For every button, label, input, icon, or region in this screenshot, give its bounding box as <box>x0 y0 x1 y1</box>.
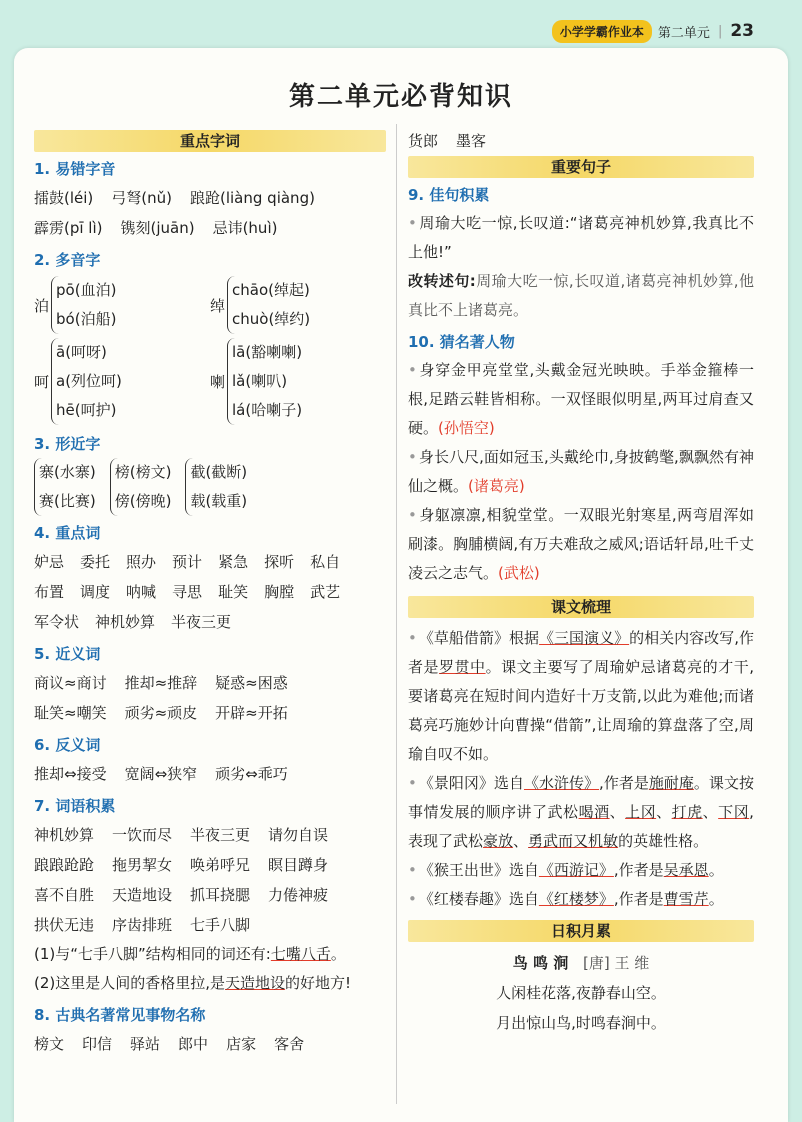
section-bar-text-summary: 课文梳理 <box>408 596 754 618</box>
synonym-row <box>34 698 386 728</box>
character-answer: (孙悟空) <box>438 419 495 437</box>
polyphone-reading: pō(血泊) <box>56 281 117 299</box>
word: 照办 <box>126 553 157 571</box>
synonym-pair: 商议≈商讨 <box>34 674 107 692</box>
section-bar-sentences: 重要句子 <box>408 156 754 178</box>
phrase-row <box>34 820 386 850</box>
classic-names-continued <box>408 130 754 152</box>
phrase: 抓耳挠腮 <box>190 886 251 904</box>
polyphone-brace <box>227 338 302 425</box>
classic-names-row <box>34 1029 386 1059</box>
similar-group <box>185 458 247 516</box>
polyphone-reading: lá(哈喇子) <box>232 401 303 419</box>
heading-synonyms: 5. 近义词 <box>34 645 101 663</box>
antonym-pair: 宽阔⇔狭窄 <box>124 765 198 783</box>
heading-classic-names: 8. 古典名著常见事物名称 <box>34 1006 206 1024</box>
word: 胸膛 <box>264 583 295 601</box>
polyphone-pair <box>34 274 386 336</box>
poem-title-line <box>408 948 754 978</box>
word: 印信 <box>82 1035 113 1053</box>
sentence-rewrite <box>408 267 754 325</box>
similar-item: 载(载重) <box>190 492 248 510</box>
word: 郎中 <box>178 1035 209 1053</box>
poem-title: 鸟 鸣 涧 <box>512 954 569 972</box>
poem-line: 人闲桂花落,夜静春山空。 <box>496 984 666 1002</box>
phrase: 神机妙算 <box>34 826 95 844</box>
polyphone-char: 绰 <box>210 296 226 315</box>
polyphone-group <box>210 338 386 425</box>
pron-row <box>34 213 386 243</box>
phrase: 请勿自误 <box>268 826 329 844</box>
polyphone-reading: ā(呵呀) <box>56 343 107 361</box>
header-separator: | <box>717 23 723 39</box>
pron-row <box>34 183 386 213</box>
word: 耻笑 <box>218 583 249 601</box>
polyphone-reading: lǎ(喇叭) <box>232 372 288 390</box>
synonym-pair: 推却≈推辞 <box>124 674 198 692</box>
heading-pronunciation: 1. 易错字音 <box>34 160 116 178</box>
phrase: 拖男挈女 <box>112 856 173 874</box>
similar-item: 赛(比赛) <box>39 492 96 510</box>
phrase-row <box>34 850 386 880</box>
heading-phrases: 7. 词语积累 <box>34 797 116 815</box>
rewrite-label: 改转述句: <box>408 272 476 290</box>
phrase: 七手八脚 <box>190 916 251 934</box>
character-answer: (武松) <box>498 564 540 582</box>
polyphone-pair <box>34 336 386 427</box>
phrase: 喜不自胜 <box>34 886 95 904</box>
polyphone-char: 泊 <box>34 296 50 315</box>
section-bar-daily-accumulation: 日积月累 <box>408 920 754 942</box>
word: 委托 <box>80 553 111 571</box>
heading-polyphones: 2. 多音字 <box>34 251 101 269</box>
word: 预计 <box>172 553 203 571</box>
polyphone-char: 喇 <box>210 373 226 391</box>
character-item: • 身长八尺,面如冠玉,头戴纶巾,身披鹤氅,飘飘然有神仙之概。(诸葛亮) <box>408 448 754 495</box>
pron-item: 擂鼓(léi) <box>34 189 94 207</box>
exercise-2: (2)这里是人间的香格里拉,是天造地设的好地方! <box>34 974 352 992</box>
summary-paragraph: • 《草船借箭》根据《三国演义》的相关内容改写,作者是罗贯中。课文主要写了周瑜妒忌诸葛亮的才干,要诸葛亮在短时间内造好十万支箭,以此为难他;而诸葛亮巧施妙计向曹操“借箭”,让周瑜的算盘落了空,周瑜自叹不如。 <box>408 629 754 763</box>
column-divider <box>396 124 397 1104</box>
similar-item: 截(截断) <box>190 463 248 481</box>
word: 呐喊 <box>126 583 157 601</box>
page-number: 23 <box>730 21 754 41</box>
similar-group <box>34 458 96 516</box>
page-title: 第二单元必背知识 <box>288 82 513 112</box>
phrase: 瞑目蹲身 <box>268 856 329 874</box>
character-item: • 身穿金甲亮堂堂,头戴金冠光映映。手举金箍棒一根,足踏云鞋皆相称。一双怪眼似明星,两耳过肩查又硬。(孙悟空) <box>408 361 754 437</box>
pron-item: 踉跄(liàng qiàng) <box>190 189 315 207</box>
heading-guess-character: 10. 猜名著人物 <box>408 333 515 351</box>
word: 妒忌 <box>34 553 65 571</box>
synonym-pair: 疑惑≈困惑 <box>215 674 288 692</box>
character-item: • 身躯凛凛,相貌堂堂。一双眼光射寒星,两弯眉浑如刷漆。胸脯横阔,有万夫难敌之威风;语话轩昂,吐千丈凌云之志气。(武松) <box>408 506 754 582</box>
word: 墨客 <box>456 132 487 150</box>
phrase: 唤弟呼兄 <box>190 856 251 874</box>
polyphone-reading: chuò(绰约) <box>232 310 311 328</box>
unit-label: 第二单元 <box>657 25 710 41</box>
heading-antonyms: 6. 反义词 <box>34 736 101 754</box>
polyphone-brace <box>227 276 310 334</box>
word: 寻思 <box>172 583 203 601</box>
similar-group <box>110 458 172 516</box>
polyphone-group <box>34 338 210 425</box>
word: 店家 <box>226 1035 257 1053</box>
answer-underlined: 天造地设 <box>225 974 286 992</box>
synonym-pair: 开辟≈开拓 <box>215 704 288 722</box>
character-answer: (诸葛亮) <box>468 477 525 495</box>
polyphone-group <box>210 276 386 334</box>
polyphone-group <box>34 276 210 334</box>
polyphone-reading: a(列位呵) <box>56 372 122 390</box>
similar-item: 寨(水寨) <box>39 463 96 481</box>
polyphone-brace <box>51 338 122 425</box>
word: 榜文 <box>34 1035 65 1053</box>
right-column <box>408 130 754 1038</box>
page-header <box>552 18 754 44</box>
summary-paragraph: • 《红楼春趣》选自《红楼梦》,作者是曹雪芹。 <box>408 890 724 908</box>
synonym-pair: 顽劣≈顽皮 <box>124 704 198 722</box>
antonym-pair: 推却⇔接受 <box>34 765 107 783</box>
phrase: 天造地设 <box>112 886 173 904</box>
exercise-1: (1)与“七手八脚”结构相同的词还有:七嘴八舌。 <box>34 945 346 963</box>
phrase: 拱伏无违 <box>34 916 95 934</box>
poem-line: 月出惊山鸟,时鸣春涧中。 <box>496 1014 666 1032</box>
pron-item: 镌刻(juān) <box>120 219 195 237</box>
word: 客舍 <box>274 1035 305 1053</box>
word: 布置 <box>34 583 65 601</box>
summary-paragraph: • 《景阳冈》选自《水浒传》,作者是施耐庵。课文按事情发展的顺序讲了武松喝酒、上冈、打虎、下冈,表现了武松豪放、勇武而又机敏的英雄性格。 <box>408 774 754 850</box>
word: 武艺 <box>310 583 341 601</box>
rewrite-answer: 周瑜大吃一惊,长叹道,诸葛亮神机妙算,他真比不上诸葛亮。 <box>408 272 754 319</box>
pron-item: 霹雳(pī lì) <box>34 219 103 237</box>
phrase: 半夜三更 <box>190 826 251 844</box>
word: 货郎 <box>408 132 439 150</box>
brand-badge: 小学学霸作业本 <box>552 20 652 43</box>
similar-chars-row <box>34 458 386 516</box>
phrase-row <box>34 910 386 940</box>
phrase-row <box>34 880 386 910</box>
synonym-pair: 耻笑≈嘲笑 <box>34 704 107 722</box>
polyphone-reading: chāo(绰起) <box>232 281 310 299</box>
sentence-quote: • 周瑜大吃一惊,长叹道:“诸葛亮神机妙算,我真比不上他!” <box>408 214 754 261</box>
poem-author: [唐] 王 维 <box>582 954 650 972</box>
synonym-row <box>34 668 386 698</box>
word: 神机妙算 <box>95 613 156 631</box>
answer-underlined: 七嘴八舌 <box>270 945 331 963</box>
pron-item: 忌讳(huì) <box>212 219 278 237</box>
section-bar-key-words: 重点字词 <box>34 130 386 152</box>
word: 驿站 <box>130 1035 161 1053</box>
word: 军令状 <box>34 613 80 631</box>
phrase: 踉踉跄跄 <box>34 856 95 874</box>
word: 紧急 <box>218 553 249 571</box>
antonym-pair: 顽劣⇔乖巧 <box>215 765 288 783</box>
similar-item: 榜(榜文) <box>114 463 172 481</box>
heading-similar-chars: 3. 形近字 <box>34 435 101 453</box>
phrase: 序齿排班 <box>112 916 173 934</box>
heading-key-words: 4. 重点词 <box>34 524 101 542</box>
word: 调度 <box>80 583 111 601</box>
left-column <box>34 130 386 1059</box>
polyphone-reading: lā(豁喇喇) <box>232 343 303 361</box>
word: 半夜三更 <box>171 613 232 631</box>
phrase: 一饮而尽 <box>112 826 173 844</box>
polyphone-char: 呵 <box>34 373 50 391</box>
polyphone-reading: bó(泊船) <box>56 310 117 328</box>
word: 探听 <box>264 553 295 571</box>
polyphone-reading: hē(呵护) <box>56 401 117 419</box>
similar-item: 傍(傍晚) <box>114 492 172 510</box>
heading-sentences: 9. 佳句积累 <box>408 186 490 204</box>
phrase: 力倦神疲 <box>268 886 329 904</box>
key-words-list <box>34 547 386 637</box>
polyphone-brace <box>51 276 116 334</box>
antonym-row <box>34 759 386 789</box>
summary-paragraph: • 《猴王出世》选自《西游记》,作者是吴承恩。 <box>408 861 724 879</box>
pron-item: 弓弩(nǔ) <box>111 189 172 207</box>
word: 私自 <box>310 553 341 571</box>
